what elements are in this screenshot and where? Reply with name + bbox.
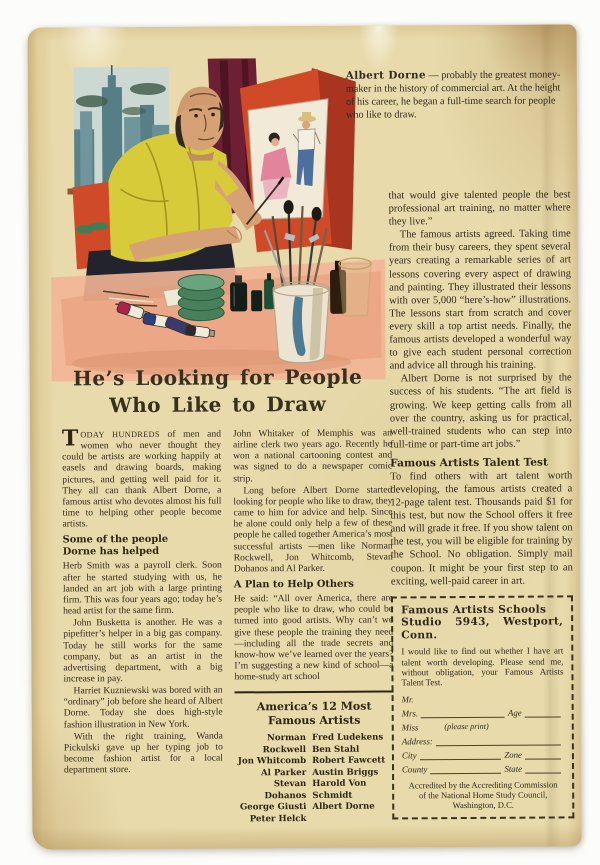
headline-line-1: He’s Looking for People xyxy=(72,364,363,391)
coupon-row-mr xyxy=(402,694,564,705)
middle-column xyxy=(233,427,394,825)
headline-line-2: Who Like to Draw xyxy=(109,391,327,418)
albert-dorne-illustration xyxy=(50,58,386,382)
artist-name: Peter Helck xyxy=(249,813,307,825)
accreditation-note: Accredited by the Accrediting Commission of the National Home Study Council, Washington, D.C. xyxy=(408,779,558,811)
caption-text: — probably the greatest money-maker in the history of commercial art. At the height of his career, he began a full-time search for people who like to draw. xyxy=(345,69,561,121)
zone-label: Zone xyxy=(504,750,522,761)
artist-name: Al Parker xyxy=(260,767,307,779)
subhead-line-2: Dorne has helped xyxy=(62,546,160,558)
coupon-school-address: Studio 5943, Westport, Conn. xyxy=(401,615,564,642)
city-field-line xyxy=(420,750,502,760)
coupon-row-mrs xyxy=(402,708,564,719)
name-field-line xyxy=(421,708,505,719)
left-paragraph-3: John Busketta is another. He was a pipefitter’s helper in a big gas company. Today he still works for the same company, but as an artist in the advertising department, with a big increase in pay. xyxy=(63,616,223,685)
left-paragraph-5: With the right training, Wanda Pickulski gave up her typing job to become fashion artist for a local department store. xyxy=(63,730,223,776)
right-paragraph-2: The famous artists agreed. Taking time from their busy careers, they spent several years creating a remarkable series of art lessons covering every aspect of drawing and painting. They illustrated their lessons with over 5,000 “here’s-how” illustrations. The lessons start from scratch and cover every skill a top artist needs. Finally, the famous artists developed a wonderful way to give each student personal correction and advice all through his training. xyxy=(388,228,572,372)
famous-artists-box xyxy=(235,691,395,826)
artist-name: George Giusti xyxy=(239,802,307,813)
right-paragraph-1: that would give talented people the best professional art training, no matter where they live.” xyxy=(388,189,571,228)
lede-text: of men and women who never thought they could be artists are working happily at easels and drawing boards, making pictures, and getting well paid for it. They all can thank Albert Dorne, a famous artist who devotes almost his full time to helping other people become artists. xyxy=(62,428,222,530)
artist-name: Norman Rockwell xyxy=(262,733,307,756)
coupon-request-text: I would like to find out whether I have art talent worth developing. Please send me, without obligation, your Famous Artists Talent Test. xyxy=(401,645,564,688)
lede-smallcaps: ODAY HUNDREDS xyxy=(80,429,160,440)
left-paragraph-1 xyxy=(61,425,222,530)
left-paragraph-2: Herb Smith was a payroll clerk. Soon after he started studying with us, he landed an art job with a large printing firm. This was four years ago; today he’s head artist for the same firm. xyxy=(62,559,223,617)
state-label: State xyxy=(504,764,523,775)
artist-name: Stevan Dohanos xyxy=(264,779,307,802)
headline xyxy=(48,363,388,419)
artist-name: Fred Ludekens xyxy=(311,732,384,744)
talent-test-subhead: Famous Artists Talent Test xyxy=(390,456,548,470)
artist-name: Ben Stahl xyxy=(312,744,360,755)
miss-label: Miss xyxy=(401,722,419,733)
artists-name-list xyxy=(235,733,395,826)
artists-title-line-1: America’s 12 Most xyxy=(256,699,372,714)
coupon-row-county xyxy=(402,764,564,775)
drawing-board xyxy=(240,68,357,253)
artist-name: Harold Von Schmidt xyxy=(312,778,367,801)
right-paragraph-3: Albert Dorne is not surprised by the success of his students. “The art field is growing. We keep getting calls from all over the country, asking us for practical, well-trained students who can step into full-time or part-time art jobs.” xyxy=(389,372,572,451)
right-column xyxy=(388,188,574,820)
mid-paragraph-2: Long before Albert Dorne started looking for people who like to draw, they came to him for advice and help. Since he alone could only help a few of these people he called together America’s most successful artists —men like Norman Rockwell, Jon Whitcomb, Stevan Dohanos and Al Parker. xyxy=(233,484,393,575)
right-paragraph-4: To find others with art talent worth developing, the famous artists created a 12-page talent test. Thousands paid $1 for this test, but now the School offers it free and will grade it free. If you show talent on the test, you will be eligible for training by the School. No obligation. Simply mail coupon. It might be your first step to an exciting, well-paid career in art. xyxy=(390,470,573,588)
artist-name: Robert Fawcett xyxy=(312,755,386,767)
body-columns xyxy=(62,427,394,826)
artists-title-line-2: Famous Artists xyxy=(267,713,361,728)
artist-name: Jon Whitcomb xyxy=(237,756,307,767)
age-field-line xyxy=(525,708,561,718)
mid-paragraph-1: John Whitaker of Memphis was an airline clerk two years ago. Recently he won a national cartooning contest and was signed to do a newspaper comic strip. xyxy=(232,427,393,485)
dropcap: T xyxy=(61,425,79,452)
state-field-line xyxy=(525,764,561,774)
address-label: Address: xyxy=(401,736,433,747)
bottle-and-glass xyxy=(330,258,371,316)
subhead-line-1: Some of the people xyxy=(62,534,169,546)
mid-paragraph-3: He said: “All over America, there are people who like to draw, who could be turned into good artists. Why can’t we give these people the training they need—including all the trade secrets and know-how we’ve learned over the years? I’m suggesting a new kind of school—a home-study art school xyxy=(233,592,394,683)
caption-name: Albert Dorne xyxy=(345,69,427,82)
left-column xyxy=(61,425,223,827)
address-field-line xyxy=(436,736,561,747)
plan-subhead: A Plan to Help Others xyxy=(233,578,354,591)
mr-label: Mr. xyxy=(401,694,414,705)
people-helped-subhead xyxy=(63,534,222,559)
coupon-school-name: Famous Artists Schools xyxy=(401,603,547,617)
mail-in-coupon xyxy=(391,595,574,820)
photo-caption xyxy=(346,68,566,121)
coupon-row-city xyxy=(402,750,564,761)
artists-list-right xyxy=(312,733,394,825)
mrs-label: Mrs. xyxy=(401,708,419,719)
artist-name: Albert Dorne xyxy=(312,801,375,813)
coupon-row-address xyxy=(402,736,564,747)
artist-name: Austin Briggs xyxy=(312,767,379,778)
zone-field-line xyxy=(525,750,561,760)
county-field-line xyxy=(430,764,501,774)
coupon-row-miss xyxy=(402,722,564,733)
please-print-note: (please print) xyxy=(444,722,489,732)
left-paragraph-4: Harriet Kuzniewski was bored with an “ordinary” job before she heard of Albert Dorne. Today she does high-style fashion illustration in New York. xyxy=(63,684,223,731)
artists-list-left xyxy=(235,733,307,825)
artists-box-title xyxy=(235,700,394,728)
city-label: City xyxy=(401,750,417,761)
age-label: Age xyxy=(507,708,522,719)
magazine-page xyxy=(27,24,581,849)
green-tins xyxy=(178,274,224,320)
county-label: County xyxy=(402,764,428,775)
